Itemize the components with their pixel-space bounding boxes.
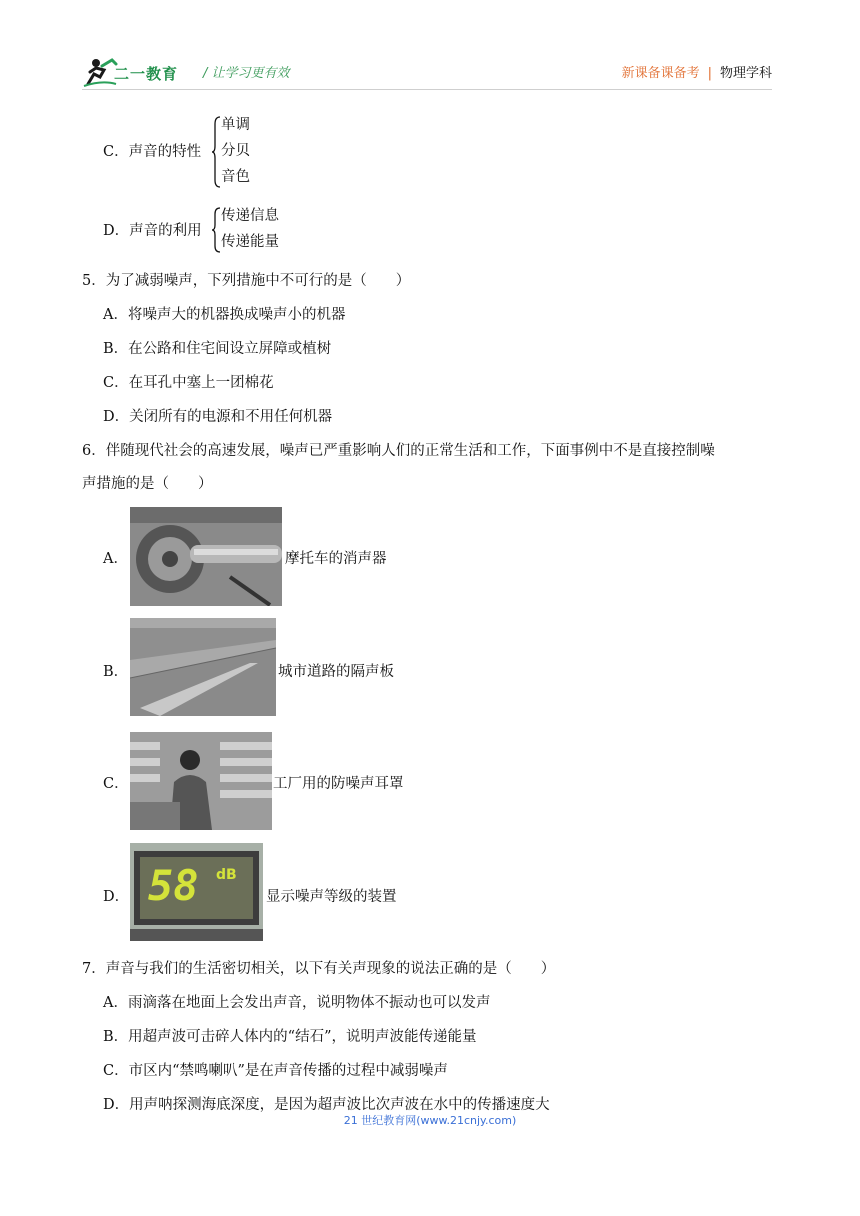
brace-icon: [211, 116, 221, 188]
tree-item: 传递信息: [221, 208, 279, 224]
option-c-tree: [103, 112, 303, 192]
q7-option-d: D．用声呐探测海底深度，是因为超声波比次声波在水中的传播速度大: [103, 1097, 550, 1113]
q5-option-b: B．在公路和住宅间设立屏障或植树: [103, 341, 332, 357]
q6-option-a: [103, 507, 423, 607]
question-5-stem: 5．为了减弱噪声，下列措施中不可行的是（ ）: [82, 273, 411, 289]
tree-item: 单调: [221, 117, 250, 133]
header-separator: |: [707, 66, 712, 81]
q7-option-a: A．雨滴落在地面上会发出声音，说明物体不振动也可以发声: [103, 995, 491, 1011]
question-6-stem-line2: 声措施的是（ ）: [82, 476, 213, 492]
motorcycle-muffler-photo-icon: [130, 507, 282, 606]
option-caption: 城市道路的隔声板: [278, 664, 394, 680]
footer-source: 21 世纪教育网(www.21cnjy.com): [343, 1114, 517, 1127]
tree-item: 传递能量: [221, 234, 279, 250]
page-header: [0, 0, 860, 100]
slogan: / 让学习更有效: [203, 66, 290, 81]
option-letter: D．: [103, 889, 130, 905]
option-letter: C．: [103, 776, 129, 792]
option-c-label: C．声音的特性: [103, 144, 202, 160]
q7-option-c: C．市区内“禁鸣喇叭”是在声音传播的过程中减弱噪声: [103, 1063, 448, 1079]
option-letter: A．: [103, 551, 128, 567]
option-caption: 摩托车的消声器: [285, 551, 387, 567]
header-divider: [82, 89, 772, 90]
option-d-tree: [103, 203, 323, 257]
logo-text: 二一教育: [114, 65, 179, 83]
question-6-stem-line1: 6．伴随现代社会的高速发展，噪声已严重影响人们的正常生活和工作，下面事例中不是直接控制噪: [82, 443, 715, 459]
road-sound-barrier-photo-icon: [130, 618, 276, 716]
q6-option-c: [103, 732, 423, 832]
question-7-stem: 7．声音与我们的生活密切相关，以下有关声现象的说法正确的是（ ）: [82, 961, 556, 977]
display-unit: dB: [216, 867, 237, 883]
q5-option-d: D．关闭所有的电源和不用任何机器: [103, 409, 333, 425]
course-label: 新课备课备考: [621, 66, 700, 81]
option-letter: B．: [103, 664, 129, 680]
subject-label: 物理学科: [719, 66, 772, 81]
q7-option-b: B．用超声波可击碎人体内的“结石”，说明声波能传递能量: [103, 1029, 477, 1045]
q5-option-c: C．在耳孔中塞上一团棉花: [103, 375, 274, 391]
brace-icon: [211, 207, 221, 253]
option-caption: 工厂用的防噪声耳罩: [273, 776, 404, 792]
option-d-label: D．声音的利用: [103, 223, 202, 239]
q6-option-d: [103, 843, 423, 943]
option-caption: 显示噪声等级的装置: [266, 889, 397, 905]
noise-level-display-photo-icon: [130, 843, 263, 941]
tree-item: 音色: [221, 169, 250, 185]
option-c-items: [221, 112, 250, 190]
tree-item: 分贝: [221, 143, 250, 159]
option-d-items: [221, 203, 279, 255]
q5-option-a: A．将噪声大的机器换成噪声小的机器: [103, 307, 346, 323]
factory-earmuffs-photo-icon: [130, 732, 272, 830]
header-right: [622, 62, 772, 81]
q6-option-b: [103, 618, 423, 718]
display-reading: 58: [148, 861, 199, 910]
